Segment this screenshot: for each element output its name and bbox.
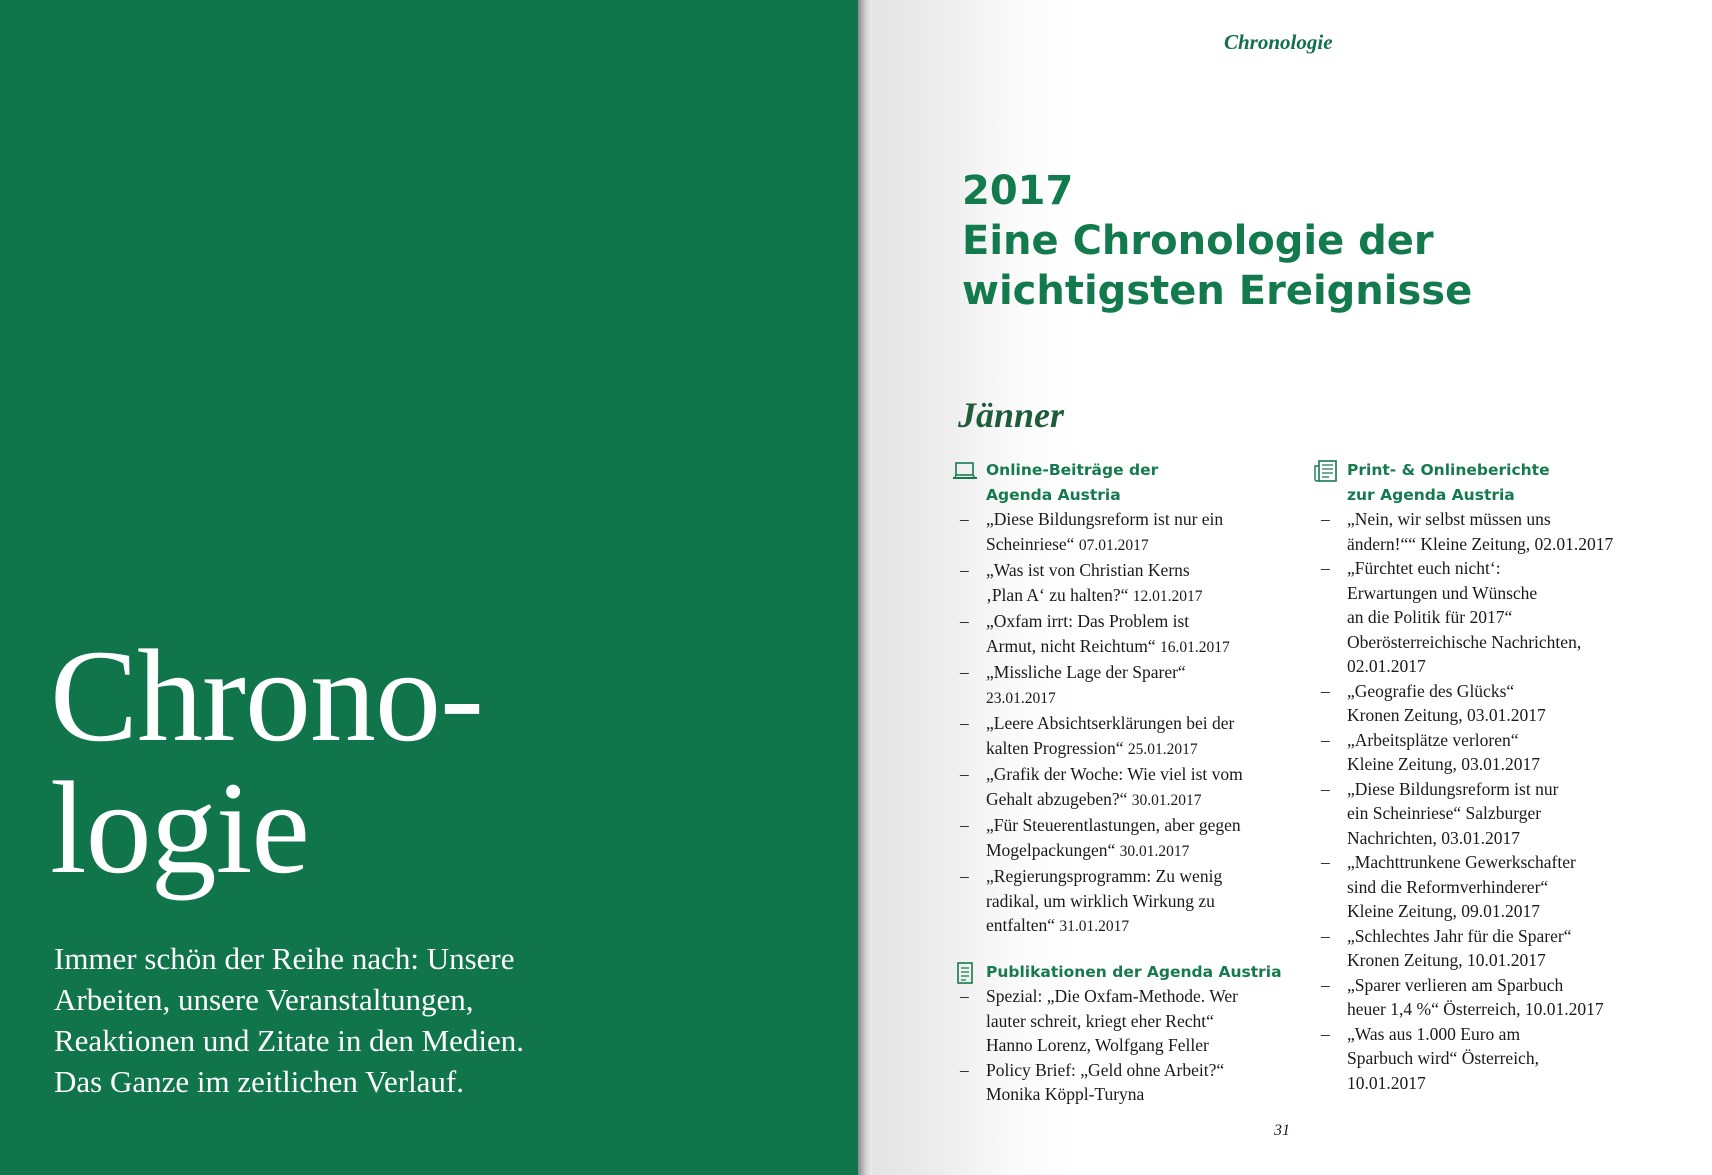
chapter-title-line: logie <box>50 754 309 901</box>
online-articles-list <box>952 507 1302 940</box>
document-icon <box>952 962 978 984</box>
newspaper-icon <box>1313 460 1339 482</box>
list-item: – „Was ist von Christian Kerns ‚Plan A‘ zu halten?“ 12.01.2017 <box>952 558 1302 609</box>
press-reports-list <box>1313 507 1658 1095</box>
list-item: – „Fürchtet euch nicht‘: Erwartungen und Wünsche an die Politik für 2017“ Oberösterreichische Nachrichten, 02.01.2017 <box>1313 556 1658 679</box>
page-heading <box>962 166 1472 316</box>
page-heading-line: wichtigsten Ereignisse <box>962 268 1473 314</box>
intro-text <box>54 938 694 1102</box>
page-heading-year: 2017 <box>962 168 1074 214</box>
item-date: 30.01.2017 <box>1131 791 1202 809</box>
intro-line: Immer schön der Reihe nach: Unsere <box>54 941 515 976</box>
item-date: 16.01.2017 <box>1160 638 1230 656</box>
intro-line: Reaktionen und Zitate in den Medien. <box>54 1023 525 1058</box>
list-item: – „Geografie des Glücks“ Kronen Zeitung, 03.01.2017 <box>1313 679 1658 728</box>
item-date: 23.01.2017 <box>986 689 1056 707</box>
item-date: 31.01.2017 <box>1059 918 1130 935</box>
list-item: – „Schlechtes Jahr für die Sparer“ Kronen Zeitung, 10.01.2017 <box>1313 924 1658 973</box>
list-item: – „Arbeitsplätze verloren“ Kleine Zeitung, 03.01.2017 <box>1313 728 1658 777</box>
item-date: 07.01.2017 <box>1078 536 1149 554</box>
section-heading-line: Print- & Onlineberichte <box>1347 461 1550 479</box>
section-heading-online <box>952 458 1302 507</box>
list-item: – „Leere Absichtserklärungen bei der kalten Progression“ 25.01.2017 <box>952 711 1302 762</box>
chapter-title <box>50 622 483 901</box>
page-number: 31 <box>1274 1122 1290 1139</box>
right-column <box>1313 458 1658 1095</box>
book-spine <box>858 0 872 1175</box>
running-head: Chronologie <box>1224 30 1333 54</box>
list-item: – „Oxfam irrt: Das Problem ist Armut, nicht Reichtum“ 16.01.2017 <box>952 609 1302 660</box>
publications-list <box>952 984 1302 1107</box>
list-item: – „Grafik der Woche: Wie viel ist vom Gehalt abzugeben?“ 30.01.2017 <box>952 762 1302 813</box>
intro-line: Das Ganze im zeitlichen Verlauf. <box>54 1064 465 1099</box>
section-heading-press <box>1313 458 1658 507</box>
section-heading-line: Agenda Austria <box>986 485 1121 504</box>
list-item: – „Nein, wir selbst müssen uns ändern!““ Kleine Zeitung, 02.01.2017 <box>1313 507 1658 556</box>
item-date: 30.01.2017 <box>1119 842 1190 860</box>
section-heading-line: zur Agenda Austria <box>1347 485 1515 504</box>
section-heading-line: Online-Beiträge der <box>986 461 1159 479</box>
list-item: – „Missliche Lage der Sparer“ 23.01.2017 <box>952 660 1302 711</box>
section-heading-line: Publikationen der Agenda Austria <box>986 962 1282 981</box>
list-item: – Policy Brief: „Geld ohne Arbeit?“ Monika Köppl-Turyna <box>952 1058 1302 1107</box>
month-heading: Jänner <box>958 395 1065 435</box>
list-item: – „Regierungsprogramm: Zu wenig radikal, um wirklich Wirkung zu entfalten“ 31.01.2017 <box>952 864 1302 940</box>
page-heading-line: Eine Chronologie der <box>962 218 1434 264</box>
item-date: 25.01.2017 <box>1127 740 1198 758</box>
list-item: – „Diese Bildungsreform ist nur ein Scheinriese“ 07.01.2017 <box>952 507 1302 558</box>
list-item: – „Sparer verlieren am Sparbuch heuer 1,4 %“ Österreich, 10.01.2017 <box>1313 973 1658 1022</box>
chapter-title-line: Chrono- <box>50 622 483 769</box>
list-item: – „Machttrunkene Gewerkschafter sind die Reformverhinderer“ Kleine Zeitung, 09.01.2017 <box>1313 850 1658 924</box>
intro-line: Arbeiten, unsere Veranstaltungen, <box>54 982 474 1017</box>
list-item: – „Für Steuerentlastungen, aber gegen Mogelpackungen“ 30.01.2017 <box>952 813 1302 864</box>
list-item: – Spezial: „Die Oxfam-Methode. Wer lauter schreit, kriegt eher Recht“ Hanno Lorenz, Wolfgang Feller <box>952 984 1302 1058</box>
left-column <box>952 458 1302 1107</box>
list-item: – „Diese Bildungsreform ist nur ein Scheinriese“ Salzburger Nachrichten, 03.01.2017 <box>1313 777 1658 851</box>
list-item: – „Was aus 1.000 Euro am Sparbuch wird“ Österreich, 10.01.2017 <box>1313 1022 1658 1096</box>
laptop-icon <box>952 460 978 482</box>
item-date: 12.01.2017 <box>1132 587 1203 605</box>
section-heading-publications <box>952 960 1302 985</box>
